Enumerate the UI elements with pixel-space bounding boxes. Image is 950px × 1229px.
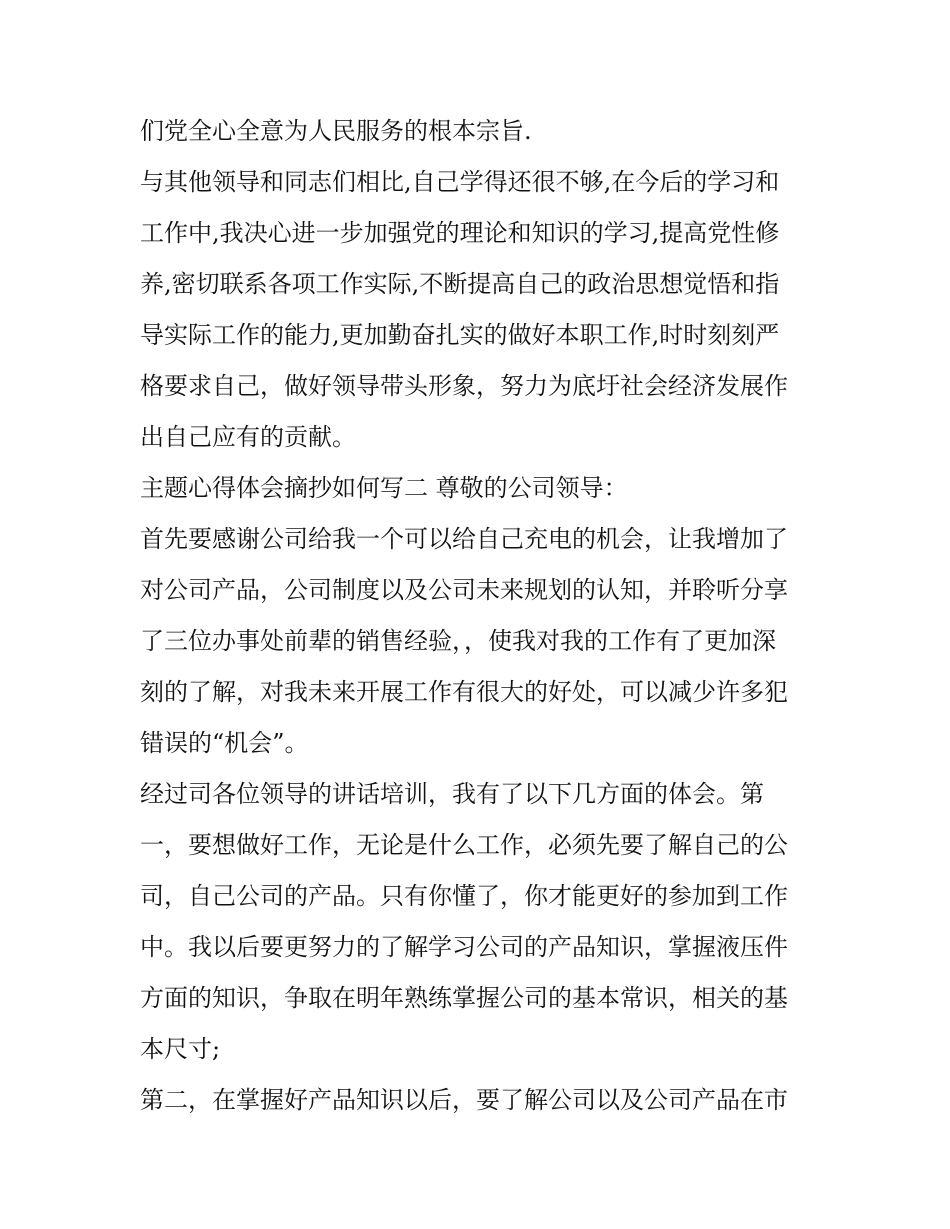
text-line: 养,密切联系各项工作实际,不断提高自己的政治思想觉悟和指 bbox=[140, 270, 780, 298]
text-line: 对公司产品，公司制度以及公司未来规划的认知，并聆听分享 bbox=[140, 576, 788, 604]
text-line: 错误的“机会”。 bbox=[140, 729, 309, 757]
text-line: 首先要感谢公司给我一个可以给自己充电的机会，让我增加了 bbox=[140, 525, 788, 553]
text-line: 格要求自己，做好领导带头形象，努力为底圩社会经济发展作 bbox=[140, 372, 788, 400]
text-line: 与其他领导和同志们相比,自己学得还很不够,在今后的学习和 bbox=[140, 168, 780, 196]
document-body bbox=[140, 106, 820, 1126]
text-line: 第二，在掌握好产品知识以后，要了解公司以及公司产品在市 bbox=[140, 1086, 788, 1114]
text-line: 们党全心全意为人民服务的根本宗旨. bbox=[140, 117, 532, 145]
section-heading: 主题心得体会摘抄如何写二 尊敬的公司领导： bbox=[140, 474, 628, 502]
text-line: 司，自己公司的产品。只有你懂了，你才能更好的参加到工作 bbox=[140, 882, 788, 910]
text-line: 刻的了解，对我未来开展工作有很大的好处，可以减少许多犯 bbox=[140, 678, 788, 706]
text-line: 方面的知识，争取在明年熟练掌握公司的基本常识，相关的基 bbox=[140, 984, 788, 1012]
text-line: 一，要想做好工作，无论是什么工作，必须先要了解自己的公 bbox=[140, 831, 788, 859]
text-line: 中。我以后要更努力的了解学习公司的产品知识，掌握液压件 bbox=[140, 933, 788, 961]
text-line: 工作中,我决心进一步加强党的理论和知识的学习,提高党性修 bbox=[140, 219, 780, 247]
text-line: 本尺寸; bbox=[140, 1035, 221, 1063]
text-line: 导实际工作的能力,更加勤奋扎实的做好本职工作,时时刻刻严 bbox=[140, 321, 780, 349]
text-line: 了三位办事处前辈的销售经验，，使我对我的工作有了更加深 bbox=[140, 627, 776, 655]
text-line: 经过司各位领导的讲话培训，我有了以下几方面的体会。第 bbox=[140, 780, 764, 808]
text-line: 出自己应有的贡献。 bbox=[140, 423, 356, 451]
